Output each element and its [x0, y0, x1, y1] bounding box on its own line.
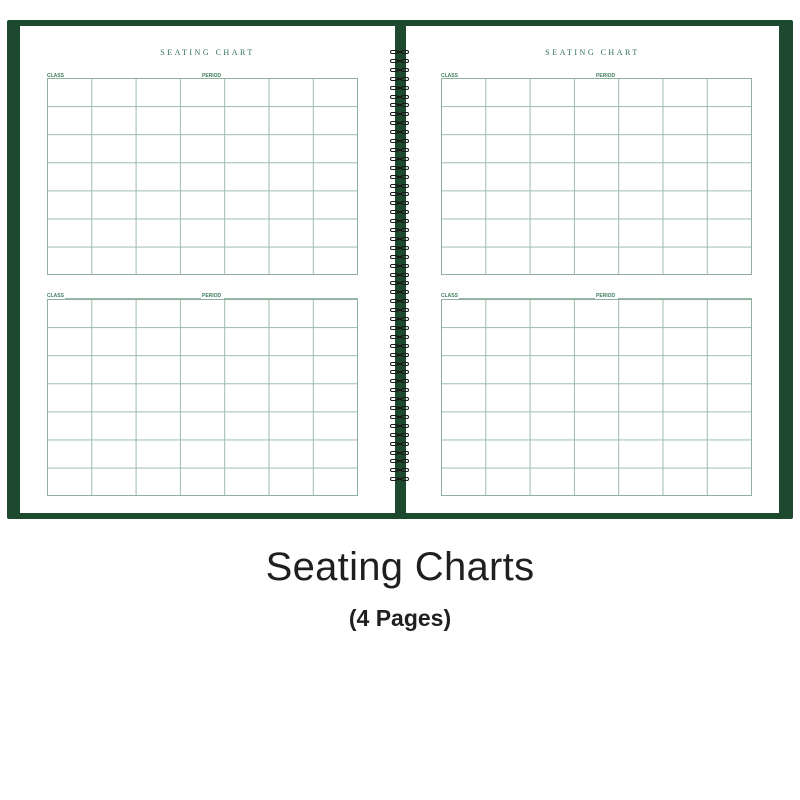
spiral-coil [388, 415, 412, 419]
spiral-coil [388, 406, 412, 410]
period-label: PERIOD [202, 72, 222, 79]
seating-grid [441, 299, 752, 496]
spiral-coil [388, 308, 412, 312]
spiral-coil [388, 335, 412, 339]
spiral-coil [388, 175, 412, 179]
spiral-coil [388, 317, 412, 321]
spiral-coil [388, 112, 412, 116]
period-label: PERIOD [202, 292, 222, 299]
class-label: CLASS [47, 72, 64, 79]
spiral-coil [388, 379, 412, 383]
period-label: PERIOD [596, 292, 616, 299]
spiral-coil [388, 103, 412, 107]
spiral-coil [388, 210, 412, 214]
spiral-coil [388, 184, 412, 188]
spiral-coil [388, 86, 412, 90]
caption-subtitle: (4 Pages) [348, 605, 452, 631]
spiral-coil [388, 344, 412, 348]
spiral-coil [388, 451, 412, 455]
spiral-coil [388, 95, 412, 99]
spiral-coil [388, 148, 412, 152]
spiral-coil [388, 59, 412, 63]
page-title: SEATING CHART [545, 48, 640, 57]
spiral-coil [388, 459, 412, 463]
spiral-coil [388, 362, 412, 366]
seating-grid [441, 78, 752, 275]
spiral-coil [388, 219, 412, 223]
spiral-coil [388, 424, 412, 428]
spiral-coil [388, 192, 412, 196]
right-page [406, 26, 779, 513]
class-label: CLASS [441, 292, 458, 299]
spiral-coil [388, 388, 412, 392]
class-label: CLASS [441, 72, 458, 79]
seating-grid [47, 78, 358, 275]
caption-title: Seating Charts [265, 545, 535, 589]
spiral-coil [388, 299, 412, 303]
spiral-coil [388, 121, 412, 125]
spiral-coil [388, 157, 412, 161]
left-page [20, 26, 395, 513]
spiral-coil [388, 246, 412, 250]
spiral-coil [388, 353, 412, 357]
spiral-coil [388, 468, 412, 472]
spiral-coil [388, 477, 412, 481]
spiral-coil [388, 442, 412, 446]
page-title: SEATING CHART [160, 48, 255, 57]
spiral-coil [388, 130, 412, 134]
spiral-coil [388, 201, 412, 205]
spiral-coil [388, 433, 412, 437]
spiral-coil [388, 255, 412, 259]
spiral-coil [388, 273, 412, 277]
spiral-coil [388, 264, 412, 268]
spiral-coil [388, 50, 412, 54]
spiral-coil [388, 370, 412, 374]
spiral-binding [388, 50, 412, 490]
spiral-coil [388, 68, 412, 72]
spiral-coil [388, 166, 412, 170]
spiral-coil [388, 228, 412, 232]
class-label: CLASS [47, 292, 64, 299]
spiral-coil [388, 397, 412, 401]
spiral-coil [388, 77, 412, 81]
seating-grid [47, 299, 358, 496]
period-label: PERIOD [596, 72, 616, 79]
spiral-coil [388, 237, 412, 241]
spiral-coil [388, 290, 412, 294]
spiral-coil [388, 326, 412, 330]
spiral-coil [388, 281, 412, 285]
spiral-coil [388, 139, 412, 143]
